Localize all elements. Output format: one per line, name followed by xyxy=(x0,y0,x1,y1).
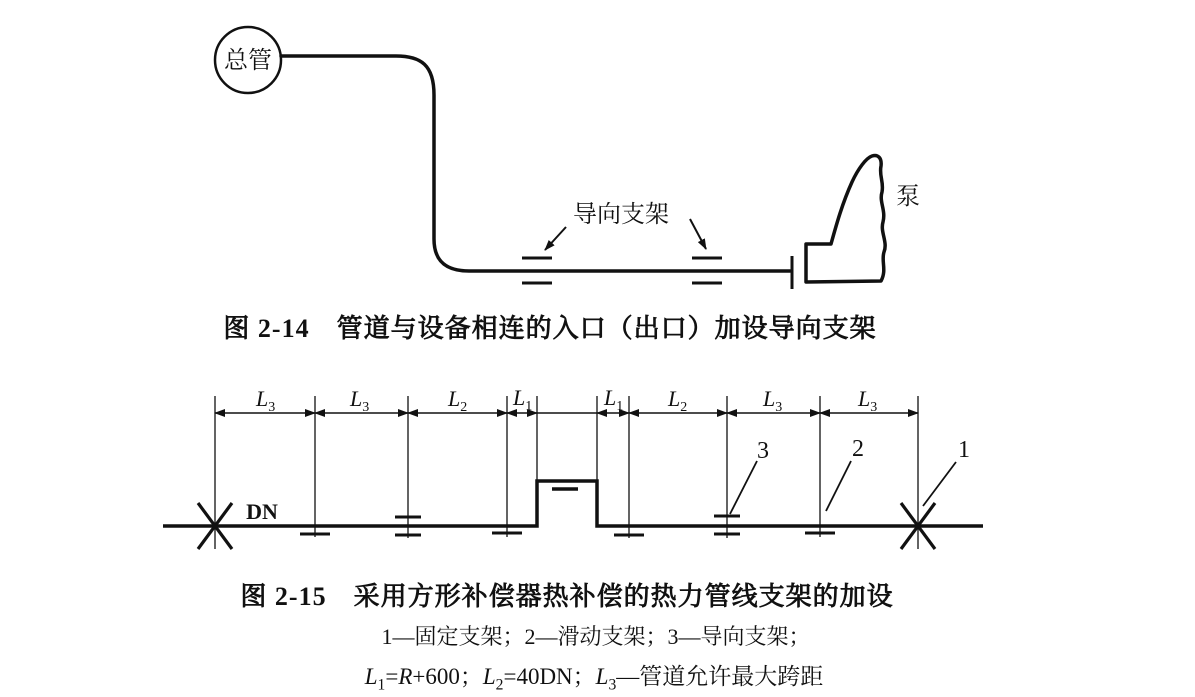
legend-text-3: —管道允许最大跨距 xyxy=(616,664,824,689)
pipe-run xyxy=(281,56,790,271)
dim-label: L2 xyxy=(668,386,688,415)
figure-2-15-caption: 图 2-15 采用方形补偿器热补偿的热力管线支架的加设 xyxy=(240,582,894,611)
figure-2-15-diagram xyxy=(163,385,983,549)
legend-var-l3: L xyxy=(595,664,609,689)
dim-label: L3 xyxy=(763,386,783,415)
callout-numbers xyxy=(757,436,970,464)
sliding-supports xyxy=(300,533,835,535)
pump-label: 泵 xyxy=(896,184,920,210)
callout-leaders xyxy=(730,461,956,514)
dim-label: L3 xyxy=(256,386,276,415)
legend-eq-1: = xyxy=(385,664,399,689)
dim-label: L1 xyxy=(604,385,624,414)
callout-number-1: 1 xyxy=(958,437,970,463)
pump-outline xyxy=(806,155,885,282)
figure-2-14-caption: 图 2-14 管道与设备相连的入口（出口）加设导向支架 xyxy=(223,314,877,343)
callout-number-2: 2 xyxy=(852,436,864,462)
legend-sub-3: 3 xyxy=(608,676,617,694)
dimension-labels xyxy=(255,385,877,415)
callout-leader-3 xyxy=(730,461,757,514)
leader-arrow-left xyxy=(545,227,566,250)
legend-var-r: R xyxy=(398,664,413,689)
guide-support-label: 导向支架 xyxy=(573,202,669,228)
legend-var-l2: L xyxy=(482,664,496,689)
legend-text-1: +600； xyxy=(412,664,483,689)
legend-var-l1: L xyxy=(364,664,378,689)
legend-text-2: =40DN； xyxy=(503,664,596,689)
legend-sub-1: 1 xyxy=(377,676,386,694)
dim-label: L1 xyxy=(513,385,533,414)
pipe-dn-label: DN xyxy=(246,499,278,524)
callout-leader-2 xyxy=(826,461,851,511)
figure-2-15-legend-line1: 1—固定支架；2—滑动支架；3—导向支架； xyxy=(381,624,811,649)
dim-label: L2 xyxy=(448,386,468,415)
callout-number-3: 3 xyxy=(757,438,769,464)
legend-sub-2: 2 xyxy=(495,676,504,694)
dim-label: L3 xyxy=(350,386,370,415)
callout-leader-1 xyxy=(923,462,956,506)
figure-2-14-diagram xyxy=(215,27,920,289)
main-pipe-label: 总管 xyxy=(224,48,272,74)
leader-arrow-right xyxy=(690,219,706,249)
figure-2-15-legend-line2 xyxy=(0,658,1188,695)
dim-label: L3 xyxy=(858,386,878,415)
